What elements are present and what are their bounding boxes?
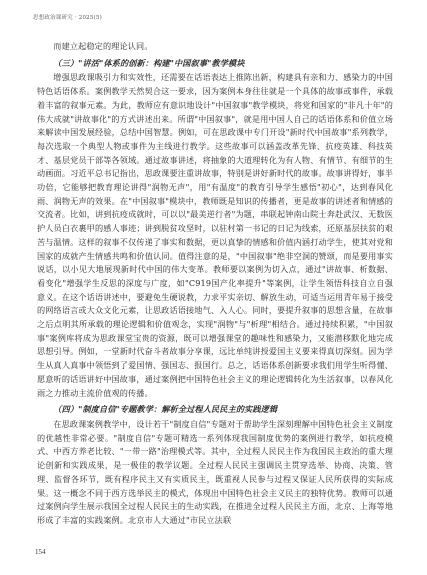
- journal-header: 思想政治课研究 · 2025(5): [33, 15, 102, 21]
- paragraph-china-narrative: 增强思政课吸引力和实效性，还需要在话语表达上推陈出新，构建具有亲和力、感染力的中国特色话语体系。案例教学天然契合这一要求，因为案例本身往往就是一个具体的故事或事件，承载着丰富的叙事元素。为此，教师应有意识地设计"中国叙事"教学模块，将党和国家的"非凡十年"的伟大成就"讲故事化"的方式讲述出来。所谓"中国叙事"，就是用中国人自己的话语体系和价值立场来解读中国发展经验，总结中国智慧。例如，可在思政课中专门开设"新时代中国故事"系列教学，每次选取一个典型人物或事件为主线进行教学。这些故事可以涵盖改革先锋、抗疫英雄、科技英才、基层党员干部等各领域。通过故事讲述，将抽象的大道理转化为有人物、有情节、有细节的生动画面。习近平总书记指出，思政课要注重讲故事，特别是讲好新时代的故事。故事讲得好，事半功倍，它能够把教育理论讲得"润物无声"，用"有温度"的教育引导学生感悟"初心"，达到春风化雨、润物无声的效果。在"中国叙事"模块中，教师既是知识的传播者，更是故事的讲述者和情感的交流者。比如，讲到抗疫成就时，可以以"最美逆行者"为题，串联起钟南山院士奔赴武汉、无数医护人员白衣裹甲的感人事迹；讲到脱贫攻坚时，以驻村第一书记的日记为线索，还原基层扶贫的艰苦与温情。这样的叙事不仅传递了事实和数据，更以真挚的情感和价值内涵打动学生，使其对党和国家的成就产生情感共鸣和价值认同。值得注意的是，"中国叙事"绝非空洞的赞颂，而是要用事实说话，以小见大地展现新时代中国的伟大变革。教师要以案例为切入点，通过"讲故事、析数据、看变化"增强学生反思的深度与广度，如"C919国产化率提升"等案例，让学生领悟科技自立自强意义。在这个话语讲述中，要避免生硬说教，力求平实亲切、解放生动，可适当运用青年易于接受的网络语言或大众文化元素，让思政话语接地气、入人心。同时，要提升叙事的思想含量，在故事之后点明其所承载的理论逻辑和价值观念，实现"润物"与"析理"相结合。通过持续积累，"中国叙事"案例库将成为思政课堂宝贵的资源，既可以增强课堂的趣味性和感染力，又能潜移默化地完成思想引导。例如，一堂新时代奋斗者故事分享课，远比单纯讲授爱国主义要来得真切深刻。因为学生从真人真事中领悟到了爱国情、强国志、报国行。总之，话语体系创新要求我们用学生听得懂、愿意听的话语讲好中国故事，通过案例把中国特色社会主义的理论逻辑转化为生活叙事，以春风化雨之力推动主流价值观的传播。: [37, 72, 393, 398]
- paragraph-continuation: 而建立起稳定的理论认同。: [53, 41, 153, 51]
- paragraph-institutional-confidence: 在思政课案例教学中，设计若干"制度自信"专题对于帮助学生深刻理解中国特色社会主义制度的优越性非常必要。"制度自信"专题可精选一系列体现我国制度优势的案例进行教学，如抗疫模式、中西方养老比较、"一带一路"治理模式等。其中，全过程人民民主作为我国民主政治的重大理论创新和实践成果，是一极佳的教学议题。全过程人民民主强调民主贯穿选举、协商、决策、管理、监督各环节，既有程序民主又有实质民主，既重视人民参与过程又保证人民所获得的实际成果。这一概念不同于西方选举民主的模式，体现出中国特色社会主义民主的独特优势。教师可以通过案例向学生展示我国全过程人民民主的生动实践，在推进全过程人民民主方面，北京、上海等地形成了丰富的实践案例。北京市人大通过"市民立法联: [37, 418, 393, 525]
- section-heading-3: （三）"讲活"体系的创新：构建"中国叙事"教学模块: [53, 57, 245, 68]
- section-heading-4: （四）"制度自信"专题教学：解析全过程人民民主的实践逻辑: [53, 404, 278, 415]
- page-number: 154: [35, 548, 46, 556]
- article-body: [37, 40, 393, 528]
